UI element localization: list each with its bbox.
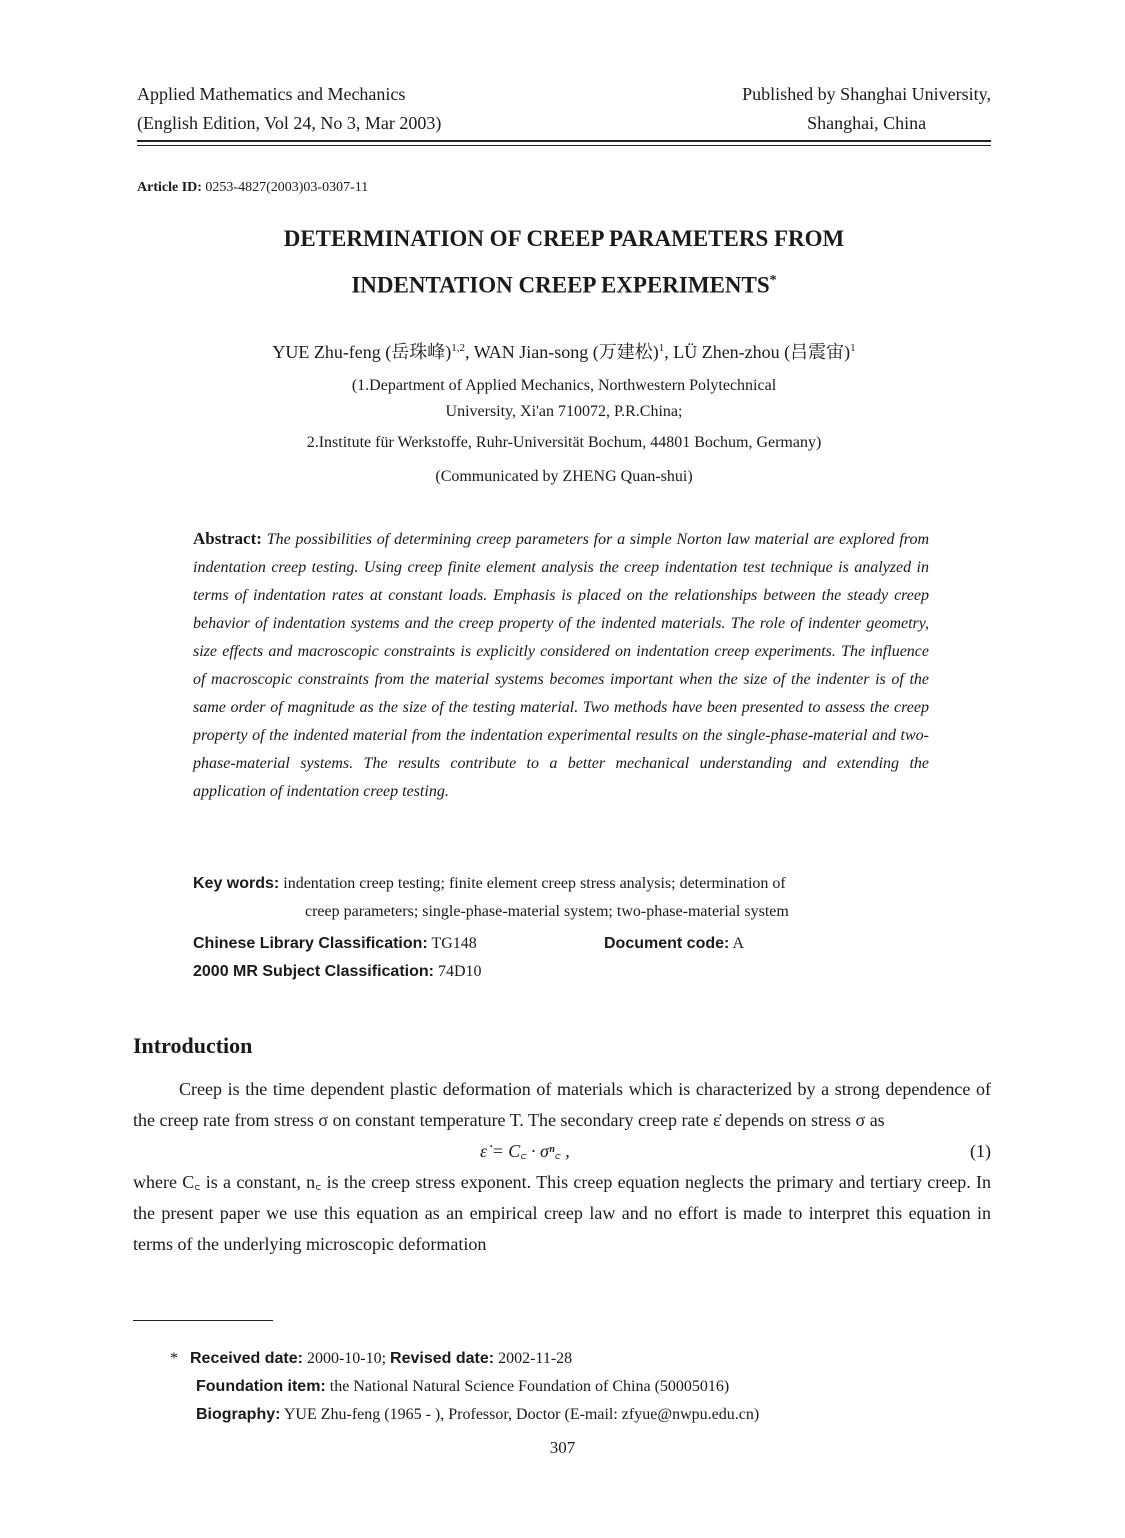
- footnote-dates: [170, 1345, 759, 1373]
- document-code: [604, 935, 744, 953]
- keywords-text-1: indentation creep testing; finite element creep stress analysis; determination of: [283, 875, 786, 892]
- article-id-label: Article ID:: [137, 180, 202, 195]
- article-id: [137, 180, 368, 196]
- title-line-1: DETERMINATION OF CREEP PARAMETERS FROM: [283, 226, 845, 251]
- footnote-rule: [133, 1320, 273, 1321]
- author-3-affil: 1: [850, 342, 856, 354]
- clc-value: TG148: [431, 935, 477, 952]
- introduction-paragraph-2: where C꜀ is a constant, n꜀ is the creep stress exponent. This creep equation neglects the primary and tertiary creep. In the present paper we use this equation as an empirical creep law and no effort is made to interpret this equation in terms of the underlying microscopic deformation: [133, 1172, 991, 1254]
- received-value: 2000-10-10;: [306, 1350, 387, 1367]
- keywords-line-1: [193, 870, 935, 898]
- abstract: [193, 525, 929, 806]
- footnote-biography: [170, 1401, 759, 1429]
- publisher-header: [742, 80, 991, 138]
- title-line-2-text: INDENTATION CREEP EXPERIMENTS: [351, 272, 770, 298]
- communicated-by: (Communicated by ZHENG Quan-shui): [435, 468, 693, 485]
- document-code-value: A: [732, 935, 745, 952]
- mr-label: 2000 MR Subject Classification:: [193, 963, 434, 980]
- author-1: YUE Zhu-feng (岳珠峰): [272, 342, 452, 362]
- publisher-name: Published by Shanghai University,: [742, 84, 991, 104]
- publisher-place: Shanghai, China: [807, 113, 927, 133]
- author-2-affil: 1: [658, 342, 665, 354]
- affiliation-line-1: (1.Department of Applied Mechanics, Northwestern Polytechnical: [351, 377, 777, 394]
- header-rule-thin: [137, 145, 991, 146]
- footnote: [170, 1345, 759, 1429]
- journal-header: [137, 80, 441, 138]
- mr-value: 74D10: [437, 963, 482, 980]
- author-list: [137, 338, 991, 364]
- equation-1-formula: ε̇ = C꜀ · σⁿ꜀ ,: [480, 1141, 570, 1161]
- foundation-label: Foundation item:: [196, 1378, 326, 1395]
- author-2: , WAN Jian-song (万建松): [465, 342, 659, 362]
- paper-title: [137, 218, 991, 307]
- revised-value: 2002-11-28: [498, 1350, 573, 1367]
- journal-name: Applied Mathematics and Mechanics: [137, 84, 406, 104]
- article-id-value: 0253-4827(2003)03-0307-11: [205, 180, 369, 195]
- received-label: Received date:: [190, 1350, 303, 1367]
- abstract-label: Abstract:: [193, 529, 262, 548]
- affiliation-line-2: University, Xi'an 710072, P.R.China;: [445, 403, 683, 420]
- equation-1-number: (1): [970, 1141, 991, 1161]
- journal-edition: (English Edition, Vol 24, No 3, Mar 2003): [137, 113, 442, 133]
- document-code-label: Document code:: [604, 935, 730, 952]
- affiliation-line-3: 2.Institute für Werkstoffe, Ruhr-Universität Bochum, 44801 Bochum, Germany): [306, 434, 822, 451]
- author-1-affil: 1,2: [451, 342, 466, 354]
- keywords: [193, 870, 935, 926]
- equation-1: [133, 1136, 991, 1167]
- abstract-text: The possibilities of determining creep parameters for a simple Norton law material are explored from indentation creep testing. Using creep finite element analysis the creep indentation test technique is analyzed in terms of indentation rates at constant loads. Emphasis is placed on the relationships between the steady creep behavior of indentation systems and the creep property of the indented materials. The role of indenter geometry, size effects and macroscopic constraints is explicitly considered on indentation creep experiments. The influence of macroscopic constraints from the material systems becomes important when the size of the indenter is of the same order of magnitude as the size of the testing material. Two methods have been presented to assess the creep property of the indented material from the indentation experimental results on the single-phase-material and two-phase-material systems. The results contribute to a better mechanical understanding and extending the application of indentation creep testing.: [193, 531, 929, 800]
- biography-label: Biography:: [196, 1406, 281, 1423]
- author-3: , LÜ Zhen-zhou (吕震宙): [664, 342, 851, 362]
- page-number: 307: [549, 1438, 576, 1457]
- clc-label: Chinese Library Classification:: [193, 935, 428, 952]
- title-line-2: [137, 260, 991, 307]
- introduction-body: [133, 1074, 991, 1260]
- mr-classification: [193, 963, 482, 981]
- biography-value: YUE Zhu-feng (1965 - ), Professor, Doctor (E-mail: zfyue@nwpu.edu.cn): [283, 1406, 760, 1423]
- keywords-label: Key words:: [193, 875, 280, 892]
- title-footnote-mark: *: [769, 273, 777, 288]
- introduction-paragraph-1: Creep is the time dependent plastic deformation of materials which is characterized by a strong dependence of the creep rate from stress σ on constant temperature T. The secondary creep rate ε̇ depends on stress σ as: [133, 1079, 991, 1130]
- clc-classification: [193, 935, 477, 953]
- header-rule-thick: [137, 140, 991, 142]
- footnote-mark: *: [170, 1350, 178, 1367]
- keywords-text-2: creep parameters; single-phase-material system; two-phase-material system: [305, 903, 789, 920]
- foundation-value: the National Natural Science Foundation of China (50005016): [329, 1378, 730, 1395]
- revised-label: Revised date:: [390, 1350, 495, 1367]
- introduction-heading: Introduction: [133, 1033, 253, 1058]
- footnote-foundation: [170, 1373, 759, 1401]
